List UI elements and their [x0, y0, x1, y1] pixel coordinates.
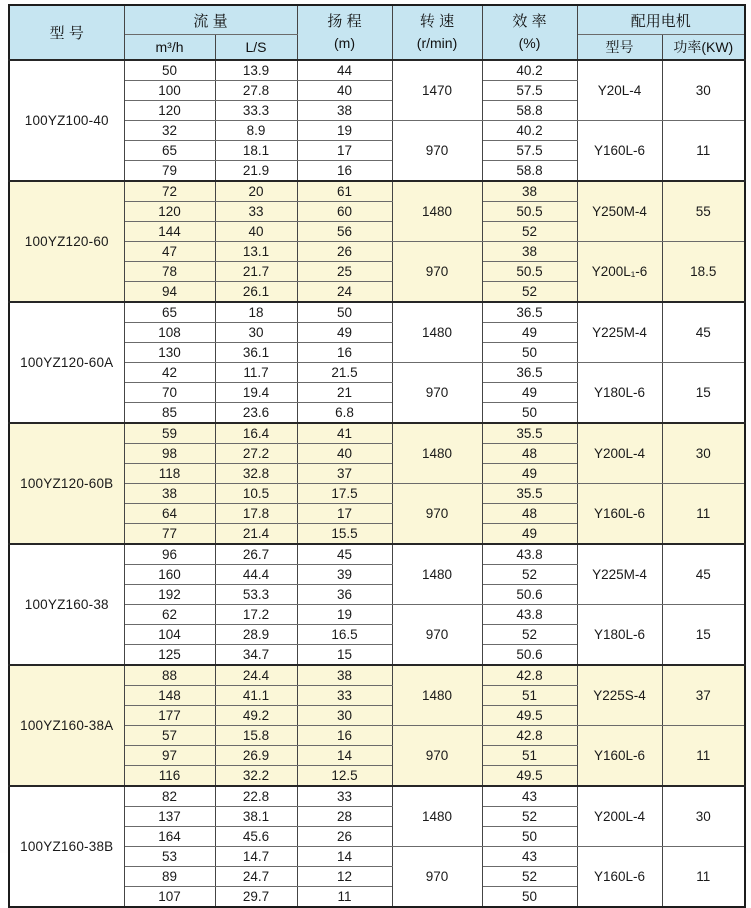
- head-cell: 60: [297, 202, 392, 222]
- flow-m3h-cell: 53: [124, 847, 215, 867]
- speed-cell: 970: [392, 242, 482, 303]
- head-cell: 39: [297, 565, 392, 585]
- flow-m3h-cell: 118: [124, 464, 215, 484]
- flow-m3h-cell: 94: [124, 282, 215, 303]
- motor-model-cell: Y200L-4: [577, 423, 662, 484]
- flow-m3h-cell: 100: [124, 81, 215, 101]
- efficiency-cell: 52: [482, 807, 577, 827]
- head-cell: 37: [297, 464, 392, 484]
- head-cell: 21.5: [297, 363, 392, 383]
- efficiency-cell: 52: [482, 565, 577, 585]
- motor-model-cell: Y225S-4: [577, 665, 662, 726]
- head-cell: 6.8: [297, 403, 392, 424]
- efficiency-cell: 49: [482, 323, 577, 343]
- col-header-head-title: 扬 程: [327, 13, 362, 31]
- pump-model-cell: 100YZ120-60A: [9, 302, 124, 423]
- flow-ls-cell: 24.4: [215, 665, 297, 686]
- efficiency-cell: 50.5: [482, 202, 577, 222]
- motor-model-cell: Y200L-4: [577, 786, 662, 847]
- motor-model-cell: Y180L-6: [577, 363, 662, 424]
- efficiency-cell: 50.6: [482, 585, 577, 605]
- flow-ls-cell: 10.5: [215, 484, 297, 504]
- table-row: [9, 60, 745, 81]
- flow-ls-cell: 24.7: [215, 867, 297, 887]
- flow-ls-cell: 33: [215, 202, 297, 222]
- head-cell: 19: [297, 605, 392, 625]
- motor-power-cell: 18.5: [662, 242, 745, 303]
- efficiency-cell: 40.2: [482, 121, 577, 141]
- flow-ls-cell: 41.1: [215, 686, 297, 706]
- flow-ls-cell: 40: [215, 222, 297, 242]
- motor-model-cell: Y160L-6: [577, 121, 662, 182]
- head-cell: 16.5: [297, 625, 392, 645]
- efficiency-cell: 38: [482, 242, 577, 262]
- flow-m3h-cell: 85: [124, 403, 215, 424]
- flow-ls-cell: 17.8: [215, 504, 297, 524]
- col-header-speed-unit: (r/min): [416, 35, 458, 52]
- efficiency-cell: 36.5: [482, 363, 577, 383]
- motor-power-cell: 30: [662, 786, 745, 847]
- flow-m3h-cell: 120: [124, 101, 215, 121]
- flow-m3h-cell: 160: [124, 565, 215, 585]
- pump-model-cell: 100YZ160-38A: [9, 665, 124, 786]
- table-header: [9, 5, 745, 60]
- efficiency-cell: 58.8: [482, 101, 577, 121]
- flow-m3h-cell: 62: [124, 605, 215, 625]
- flow-m3h-cell: 47: [124, 242, 215, 262]
- col-header-motor-model: 型号: [577, 35, 662, 61]
- col-header-speed: [392, 5, 482, 60]
- speed-cell: 1480: [392, 665, 482, 726]
- head-cell: 14: [297, 847, 392, 867]
- flow-ls-cell: 28.9: [215, 625, 297, 645]
- flow-ls-cell: 26.1: [215, 282, 297, 303]
- head-cell: 24: [297, 282, 392, 303]
- motor-model-cell: Y225M-4: [577, 302, 662, 363]
- flow-m3h-cell: 59: [124, 423, 215, 444]
- col-header-flow-ls: L/S: [215, 35, 297, 61]
- flow-m3h-cell: 72: [124, 181, 215, 202]
- speed-cell: 970: [392, 726, 482, 787]
- flow-ls-cell: 38.1: [215, 807, 297, 827]
- flow-m3h-cell: 108: [124, 323, 215, 343]
- motor-power-cell: 55: [662, 181, 745, 242]
- efficiency-cell: 50: [482, 887, 577, 908]
- head-cell: 25: [297, 262, 392, 282]
- flow-ls-cell: 30: [215, 323, 297, 343]
- motor-power-cell: 11: [662, 847, 745, 908]
- speed-cell: 1480: [392, 423, 482, 484]
- efficiency-cell: 58.8: [482, 161, 577, 182]
- efficiency-cell: 40.2: [482, 60, 577, 81]
- pump-spec-table: [8, 4, 746, 908]
- head-cell: 14: [297, 746, 392, 766]
- speed-cell: 1480: [392, 302, 482, 363]
- efficiency-cell: 52: [482, 222, 577, 242]
- head-cell: 26: [297, 827, 392, 847]
- head-cell: 17.5: [297, 484, 392, 504]
- head-cell: 56: [297, 222, 392, 242]
- head-cell: 33: [297, 786, 392, 807]
- head-cell: 38: [297, 665, 392, 686]
- col-header-model: 型 号: [9, 5, 124, 60]
- speed-cell: 970: [392, 484, 482, 545]
- speed-cell: 970: [392, 605, 482, 666]
- efficiency-cell: 49.5: [482, 706, 577, 726]
- motor-model-cell: Y160L-6: [577, 847, 662, 908]
- head-cell: 40: [297, 444, 392, 464]
- efficiency-cell: 42.8: [482, 726, 577, 746]
- flow-ls-cell: 34.7: [215, 645, 297, 666]
- flow-ls-cell: 49.2: [215, 706, 297, 726]
- head-cell: 26: [297, 242, 392, 262]
- flow-ls-cell: 26.9: [215, 746, 297, 766]
- flow-m3h-cell: 77: [124, 524, 215, 545]
- flow-ls-cell: 23.6: [215, 403, 297, 424]
- flow-m3h-cell: 50: [124, 60, 215, 81]
- efficiency-cell: 50: [482, 403, 577, 424]
- flow-m3h-cell: 42: [124, 363, 215, 383]
- flow-m3h-cell: 130: [124, 343, 215, 363]
- efficiency-cell: 51: [482, 746, 577, 766]
- flow-ls-cell: 22.8: [215, 786, 297, 807]
- table-row: [9, 544, 745, 565]
- col-header-motor: 配用电机: [577, 5, 745, 35]
- head-cell: 21: [297, 383, 392, 403]
- head-cell: 17: [297, 141, 392, 161]
- efficiency-cell: 35.5: [482, 423, 577, 444]
- flow-m3h-cell: 79: [124, 161, 215, 182]
- efficiency-cell: 38: [482, 181, 577, 202]
- efficiency-cell: 48: [482, 444, 577, 464]
- head-cell: 15.5: [297, 524, 392, 545]
- head-cell: 16: [297, 343, 392, 363]
- flow-m3h-cell: 65: [124, 141, 215, 161]
- flow-ls-cell: 16.4: [215, 423, 297, 444]
- head-cell: 38: [297, 101, 392, 121]
- table-row: [9, 786, 745, 807]
- col-header-head: [297, 5, 392, 60]
- flow-ls-cell: 18: [215, 302, 297, 323]
- speed-cell: 1480: [392, 181, 482, 242]
- head-cell: 61: [297, 181, 392, 202]
- flow-m3h-cell: 192: [124, 585, 215, 605]
- table-row: [9, 181, 745, 202]
- flow-ls-cell: 33.3: [215, 101, 297, 121]
- table-body: [9, 60, 745, 907]
- motor-model-cell: Y250M-4: [577, 181, 662, 242]
- table-row: [9, 423, 745, 444]
- col-header-efficiency: [482, 5, 577, 60]
- efficiency-cell: 51: [482, 686, 577, 706]
- motor-power-cell: 11: [662, 726, 745, 787]
- flow-m3h-cell: 32: [124, 121, 215, 141]
- motor-power-cell: 37: [662, 665, 745, 726]
- flow-m3h-cell: 82: [124, 786, 215, 807]
- motor-model-cell: Y200L₁-6: [577, 242, 662, 303]
- head-cell: 15: [297, 645, 392, 666]
- head-cell: 45: [297, 544, 392, 565]
- motor-power-cell: 30: [662, 423, 745, 484]
- head-cell: 12: [297, 867, 392, 887]
- flow-ls-cell: 27.2: [215, 444, 297, 464]
- flow-m3h-cell: 64: [124, 504, 215, 524]
- efficiency-cell: 50: [482, 343, 577, 363]
- efficiency-cell: 43: [482, 847, 577, 867]
- head-cell: 30: [297, 706, 392, 726]
- efficiency-cell: 42.8: [482, 665, 577, 686]
- flow-m3h-cell: 107: [124, 887, 215, 908]
- head-cell: 44: [297, 60, 392, 81]
- head-cell: 41: [297, 423, 392, 444]
- efficiency-cell: 50: [482, 827, 577, 847]
- col-header-speed-title: 转 速: [419, 13, 455, 31]
- flow-m3h-cell: 57: [124, 726, 215, 746]
- flow-m3h-cell: 97: [124, 746, 215, 766]
- table-row: [9, 302, 745, 323]
- flow-ls-cell: 29.7: [215, 887, 297, 908]
- efficiency-cell: 43.8: [482, 605, 577, 625]
- flow-m3h-cell: 164: [124, 827, 215, 847]
- head-cell: 17: [297, 504, 392, 524]
- efficiency-cell: 36.5: [482, 302, 577, 323]
- head-cell: 50: [297, 302, 392, 323]
- motor-power-cell: 11: [662, 121, 745, 182]
- flow-ls-cell: 18.1: [215, 141, 297, 161]
- flow-m3h-cell: 144: [124, 222, 215, 242]
- flow-m3h-cell: 89: [124, 867, 215, 887]
- speed-cell: 1480: [392, 544, 482, 605]
- head-cell: 16: [297, 161, 392, 182]
- pump-model-cell: 100YZ160-38: [9, 544, 124, 665]
- speed-cell: 970: [392, 363, 482, 424]
- head-cell: 49: [297, 323, 392, 343]
- flow-m3h-cell: 78: [124, 262, 215, 282]
- flow-m3h-cell: 96: [124, 544, 215, 565]
- motor-model-cell: Y160L-6: [577, 484, 662, 545]
- flow-ls-cell: 15.8: [215, 726, 297, 746]
- efficiency-cell: 52: [482, 625, 577, 645]
- motor-model-cell: Y160L-6: [577, 726, 662, 787]
- col-header-efficiency-unit: (%): [518, 35, 541, 52]
- flow-ls-cell: 32.2: [215, 766, 297, 787]
- efficiency-cell: 50.6: [482, 645, 577, 666]
- col-header-flow-m3h: m³/h: [124, 35, 215, 61]
- flow-ls-cell: 13.1: [215, 242, 297, 262]
- flow-m3h-cell: 125: [124, 645, 215, 666]
- head-cell: 12.5: [297, 766, 392, 787]
- flow-ls-cell: 21.7: [215, 262, 297, 282]
- table-row: [9, 665, 745, 686]
- flow-ls-cell: 11.7: [215, 363, 297, 383]
- flow-ls-cell: 19.4: [215, 383, 297, 403]
- flow-m3h-cell: 137: [124, 807, 215, 827]
- motor-power-cell: 45: [662, 302, 745, 363]
- motor-model-cell: Y225M-4: [577, 544, 662, 605]
- motor-model-cell: Y20L-4: [577, 60, 662, 121]
- flow-m3h-cell: 88: [124, 665, 215, 686]
- efficiency-cell: 57.5: [482, 141, 577, 161]
- pump-model-cell: 100YZ120-60B: [9, 423, 124, 544]
- efficiency-cell: 52: [482, 282, 577, 303]
- flow-ls-cell: 36.1: [215, 343, 297, 363]
- flow-m3h-cell: 104: [124, 625, 215, 645]
- motor-power-cell: 15: [662, 605, 745, 666]
- motor-power-cell: 11: [662, 484, 745, 545]
- head-cell: 28: [297, 807, 392, 827]
- efficiency-cell: 43: [482, 786, 577, 807]
- efficiency-cell: 52: [482, 867, 577, 887]
- pump-model-cell: 100YZ160-38B: [9, 786, 124, 907]
- flow-ls-cell: 44.4: [215, 565, 297, 585]
- efficiency-cell: 49.5: [482, 766, 577, 787]
- flow-ls-cell: 14.7: [215, 847, 297, 867]
- pump-model-cell: 100YZ100-40: [9, 60, 124, 181]
- head-cell: 16: [297, 726, 392, 746]
- col-header-flow: 流 量: [124, 5, 297, 35]
- speed-cell: 1480: [392, 786, 482, 847]
- header-row-1: [9, 5, 745, 35]
- motor-model-cell: Y180L-6: [577, 605, 662, 666]
- speed-cell: 970: [392, 847, 482, 908]
- flow-ls-cell: 17.2: [215, 605, 297, 625]
- flow-m3h-cell: 148: [124, 686, 215, 706]
- flow-ls-cell: 53.3: [215, 585, 297, 605]
- col-header-motor-power: 功率(KW): [662, 35, 745, 61]
- efficiency-cell: 48: [482, 504, 577, 524]
- efficiency-cell: 43.8: [482, 544, 577, 565]
- efficiency-cell: 57.5: [482, 81, 577, 101]
- flow-ls-cell: 20: [215, 181, 297, 202]
- flow-ls-cell: 21.9: [215, 161, 297, 182]
- flow-m3h-cell: 120: [124, 202, 215, 222]
- head-cell: 11: [297, 887, 392, 908]
- head-cell: 33: [297, 686, 392, 706]
- motor-power-cell: 15: [662, 363, 745, 424]
- efficiency-cell: 49: [482, 464, 577, 484]
- pump-model-cell: 100YZ120-60: [9, 181, 124, 302]
- motor-power-cell: 30: [662, 60, 745, 121]
- flow-m3h-cell: 65: [124, 302, 215, 323]
- speed-cell: 970: [392, 121, 482, 182]
- flow-m3h-cell: 116: [124, 766, 215, 787]
- efficiency-cell: 35.5: [482, 484, 577, 504]
- flow-m3h-cell: 70: [124, 383, 215, 403]
- efficiency-cell: 49: [482, 383, 577, 403]
- head-cell: 40: [297, 81, 392, 101]
- efficiency-cell: 50.5: [482, 262, 577, 282]
- flow-m3h-cell: 177: [124, 706, 215, 726]
- efficiency-cell: 49: [482, 524, 577, 545]
- flow-m3h-cell: 98: [124, 444, 215, 464]
- head-cell: 36: [297, 585, 392, 605]
- flow-m3h-cell: 38: [124, 484, 215, 504]
- col-header-head-unit: (m): [334, 35, 356, 52]
- flow-ls-cell: 8.9: [215, 121, 297, 141]
- flow-ls-cell: 21.4: [215, 524, 297, 545]
- head-cell: 19: [297, 121, 392, 141]
- flow-ls-cell: 13.9: [215, 60, 297, 81]
- motor-power-cell: 45: [662, 544, 745, 605]
- flow-ls-cell: 27.8: [215, 81, 297, 101]
- flow-ls-cell: 32.8: [215, 464, 297, 484]
- col-header-efficiency-title: 效 率: [512, 13, 547, 31]
- speed-cell: 1470: [392, 60, 482, 121]
- flow-ls-cell: 45.6: [215, 827, 297, 847]
- flow-ls-cell: 26.7: [215, 544, 297, 565]
